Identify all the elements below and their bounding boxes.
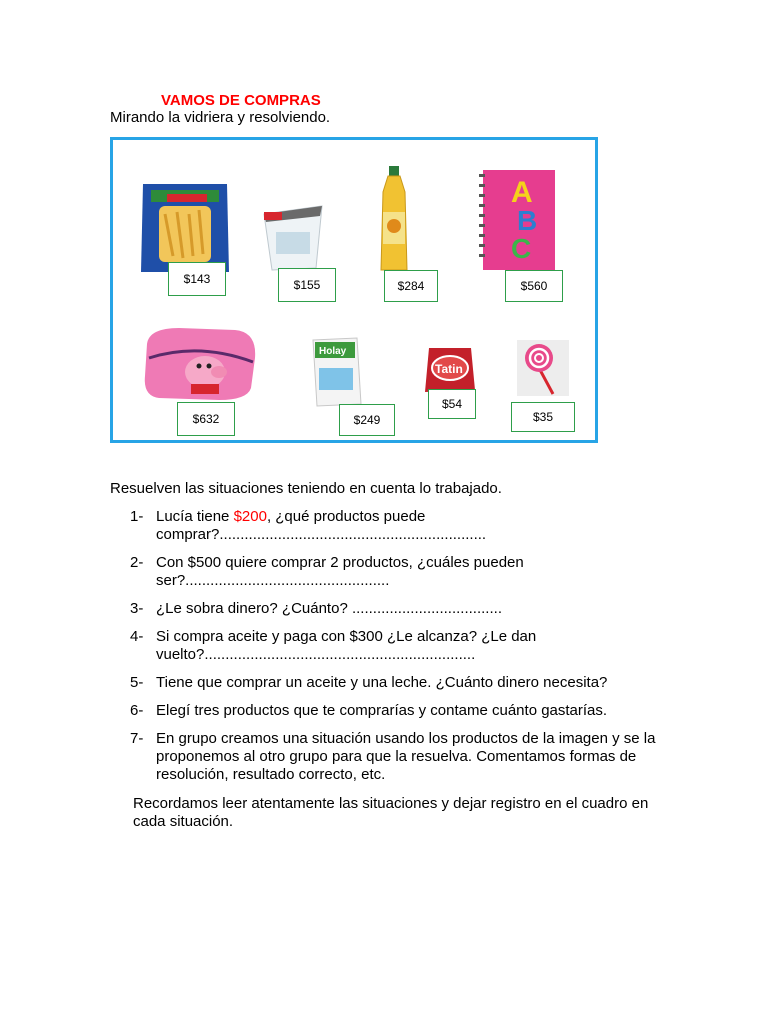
shop-window	[110, 137, 598, 443]
highlight-amount: $200	[233, 508, 267, 525]
instructions-text: Resuelven las situaciones teniendo en cuenta lo trabajado.	[110, 480, 502, 497]
question-number: 5-	[130, 674, 144, 691]
yogurt-image	[258, 202, 328, 274]
question-1	[130, 508, 670, 544]
price-tag-yogurt: $155	[278, 268, 336, 302]
milk-brand-text: Holay	[319, 346, 347, 357]
price-tag-oil: $284	[384, 270, 438, 302]
lollipop-image	[517, 340, 569, 396]
question-text: ¿Le sobra dinero? ¿Cuánto? ....................................	[156, 600, 502, 617]
notebook-image	[477, 168, 557, 272]
question-text: Lucía tiene	[156, 508, 234, 525]
milk-carton-image	[309, 336, 365, 408]
page-title: VAMOS DE COMPRAS	[161, 92, 321, 109]
price-tag-pencil-case: $632	[177, 402, 235, 436]
question-5	[130, 674, 670, 692]
question-2	[130, 554, 670, 590]
snack-brand-text: Tatin	[435, 362, 463, 376]
question-4	[130, 628, 670, 664]
page-subtitle: Mirando la vidriera y resolviendo.	[110, 109, 331, 126]
notebook-letter-a: A	[511, 176, 533, 209]
question-number: 6-	[130, 702, 144, 719]
notebook-letter-b: B	[517, 205, 538, 236]
question-text: Si compra aceite y paga con $300 ¿Le alcanza? ¿Le dan vuelto?.................................................................	[156, 628, 537, 663]
question-number: 3-	[130, 600, 144, 617]
oil-bottle-image	[375, 166, 413, 272]
price-tag-lollipop: $35	[511, 402, 575, 432]
question-7	[130, 730, 670, 784]
price-tag-snack: $54	[428, 389, 476, 419]
closing-text: Recordamos leer atentamente las situaciones y dejar registro en el cuadro en cada situación.	[133, 795, 649, 830]
question-text-continued: , ¿qué productos puede comprar?................................................................	[156, 508, 487, 543]
question-number: 2-	[130, 554, 144, 571]
price-tag-pasta: $143	[168, 262, 226, 296]
notebook-letter-c: C	[511, 233, 532, 264]
pencil-case-image	[139, 322, 259, 402]
question-text: Elegí tres productos que te comprarías y contame cuánto gastarías.	[156, 702, 608, 719]
question-3	[130, 600, 670, 618]
question-list	[130, 508, 670, 794]
price-tag-notebook: $560	[505, 270, 563, 302]
question-number: 7-	[130, 730, 144, 747]
question-text: Tiene que comprar un aceite y una leche. ¿Cuánto dinero necesita?	[156, 674, 608, 691]
price-tag-milk: $249	[339, 404, 395, 436]
question-text: En grupo creamos una situación usando los productos de la imagen y se la proponemos al otro grupo para que la resuelva. Comentamos formas de resolución, resultado correcto, etc.	[156, 730, 656, 783]
question-6	[130, 702, 670, 720]
question-text: Con $500 quiere comprar 2 productos, ¿cuáles pueden ser?.................................................	[156, 554, 524, 589]
question-number: 1-	[130, 508, 144, 525]
question-number: 4-	[130, 628, 144, 645]
